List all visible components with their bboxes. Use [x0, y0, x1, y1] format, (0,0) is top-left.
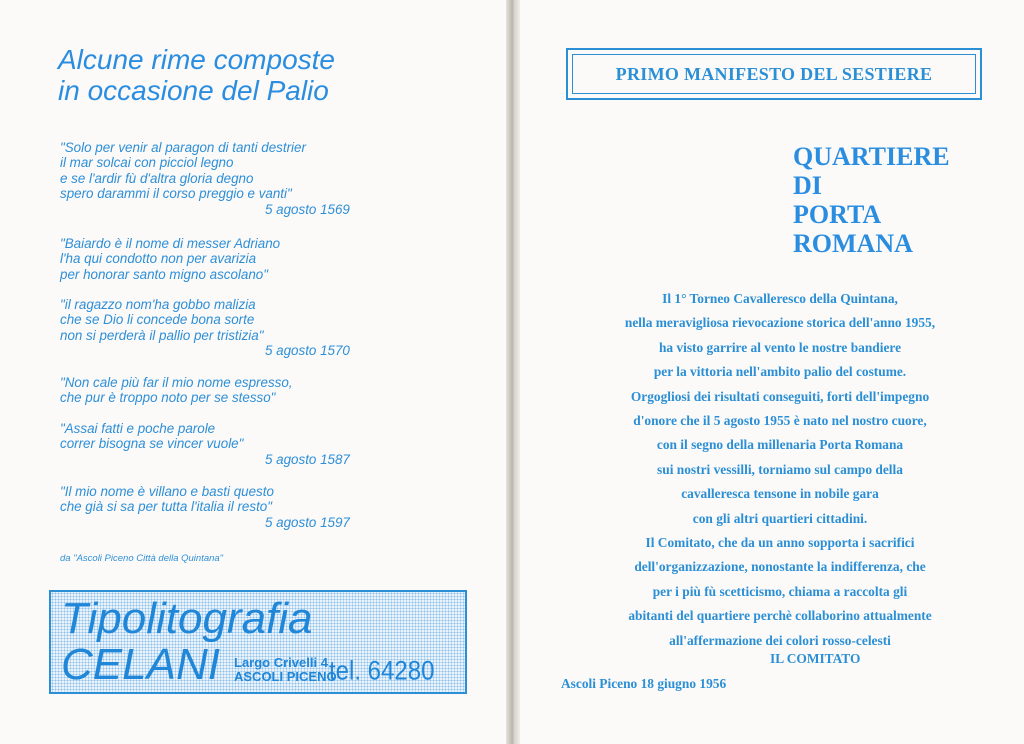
rhyme-date: 5 agosto 1570: [265, 343, 350, 359]
place-and-date: Ascoli Piceno 18 giugno 1956: [561, 676, 727, 691]
rhyme-line: "Baiardo è il nome di messer Adriano: [60, 236, 281, 251]
rhyme-line: per honorar santo migno ascolano": [60, 266, 268, 282]
ad-brand: CELANI: [61, 640, 220, 689]
rhymes-title-line-1: Alcune rime composte: [58, 44, 336, 75]
rhyme-line: "Non cale più far il mio nome espresso,: [60, 375, 293, 390]
rhymes-title-line-2: in occasione del Palio: [58, 75, 329, 106]
rhyme-3: [60, 297, 390, 359]
quartiere-title: [793, 142, 950, 258]
body-line: abitanti del quartiere perchè collaborino attualmente: [628, 608, 932, 624]
body-line: per i più fù scetticismo, chiama a raccolta gli: [652, 583, 908, 599]
committee-signature: IL COMITATO: [770, 651, 861, 666]
rhymes-title: [58, 44, 478, 106]
rhyme-line: non si perderà il pallio per tristizia": [60, 327, 264, 343]
ad-address: [234, 656, 337, 684]
body-line: per la vittoria nell'ambito palio del costume.: [653, 364, 907, 380]
body-line: ha visto garrire al vento le nostre bandiere: [658, 339, 902, 355]
body-line: nella meravigliosa rievocazione storica dell'anno 1955,: [624, 315, 936, 331]
body-line: con il segno della millenaria Porta Romana: [656, 437, 904, 453]
rhyme-line: correr bisogna se vincer vuole": [60, 436, 244, 452]
source-credit: da "Ascoli Piceno Città della Quintana": [60, 553, 224, 564]
quartiere-title-line: DI: [793, 171, 822, 200]
rhyme-line: l'ha qui condotto non per avarizia: [60, 251, 257, 267]
rhyme-4: [60, 375, 390, 406]
ad-phone: tel. 64280: [329, 656, 435, 687]
quartiere-title-line: PORTA: [793, 200, 882, 229]
body-line: Orgogliosi dei risultati conseguiti, forti dell'impegno: [630, 388, 930, 404]
rhyme-5: [60, 421, 390, 467]
body-line: sui nostri vessilli, torniamo sul campo della: [657, 461, 903, 477]
rhyme-date: 5 agosto 1569: [265, 201, 350, 217]
ad-address-line-2: ASCOLI PICENO: [234, 669, 337, 684]
rhyme-6: [60, 484, 390, 530]
rhyme-line: spero darammi il corso preggio e vanti": [60, 186, 292, 202]
ad-address-line-1: Largo Crivelli 4: [234, 655, 328, 670]
body-line: dell'organizzazione, nonostante la indifferenza, che: [634, 559, 926, 575]
rhyme-date: 5 agosto 1587: [265, 451, 350, 467]
body-line: con gli altri quartieri cittadini.: [692, 510, 868, 526]
body-line: cavalleresca tensone in nobile gara: [681, 486, 879, 502]
quartiere-title-line: QUARTIERE: [793, 142, 950, 171]
manifesto-body: [560, 287, 1000, 653]
rhyme-date: 5 agosto 1597: [265, 514, 350, 530]
rhyme-1: [60, 140, 390, 217]
manifesto-header: PRIMO MANIFESTO DEL SESTIERE: [572, 54, 976, 94]
advertisement-box: [49, 590, 467, 694]
body-line: Il 1° Torneo Cavalleresco della Quintana,: [662, 291, 898, 306]
body-line: Il Comitato, che da un anno sopporta i sacrifici: [645, 535, 915, 551]
manifesto-header-frame: [566, 48, 982, 100]
body-line: all'affermazione dei colori rosso-celesti: [669, 632, 891, 648]
quartiere-title-line: ROMANA: [793, 229, 913, 258]
rhyme-line: che pur è troppo noto per se stesso": [60, 390, 276, 406]
book-spine: [506, 0, 520, 744]
ad-company-name: Tipolitografia: [61, 594, 313, 643]
rhyme-line: il mar solcai con picciol legno: [60, 155, 234, 171]
rhyme-line: e se l'ardir fù d'altra gloria degno: [60, 170, 254, 186]
rhyme-2: [60, 236, 390, 282]
rhyme-line: "Solo per venir al paragon di tanti destrier: [60, 140, 306, 155]
rhyme-line: "il ragazzo nom'ha gobbo malizia: [60, 297, 256, 312]
rhyme-line: "Il mio nome è villano e basti questo: [60, 484, 274, 499]
rhyme-line: "Assai fatti e poche parole: [60, 421, 216, 436]
rhyme-line: che già si sa per tutta l'italia il resto": [60, 499, 272, 515]
body-line: d'onore che il 5 agosto 1955 è nato nel nostro cuore,: [633, 413, 927, 429]
rhyme-line: che se Dio li concede bona sorte: [60, 312, 255, 328]
